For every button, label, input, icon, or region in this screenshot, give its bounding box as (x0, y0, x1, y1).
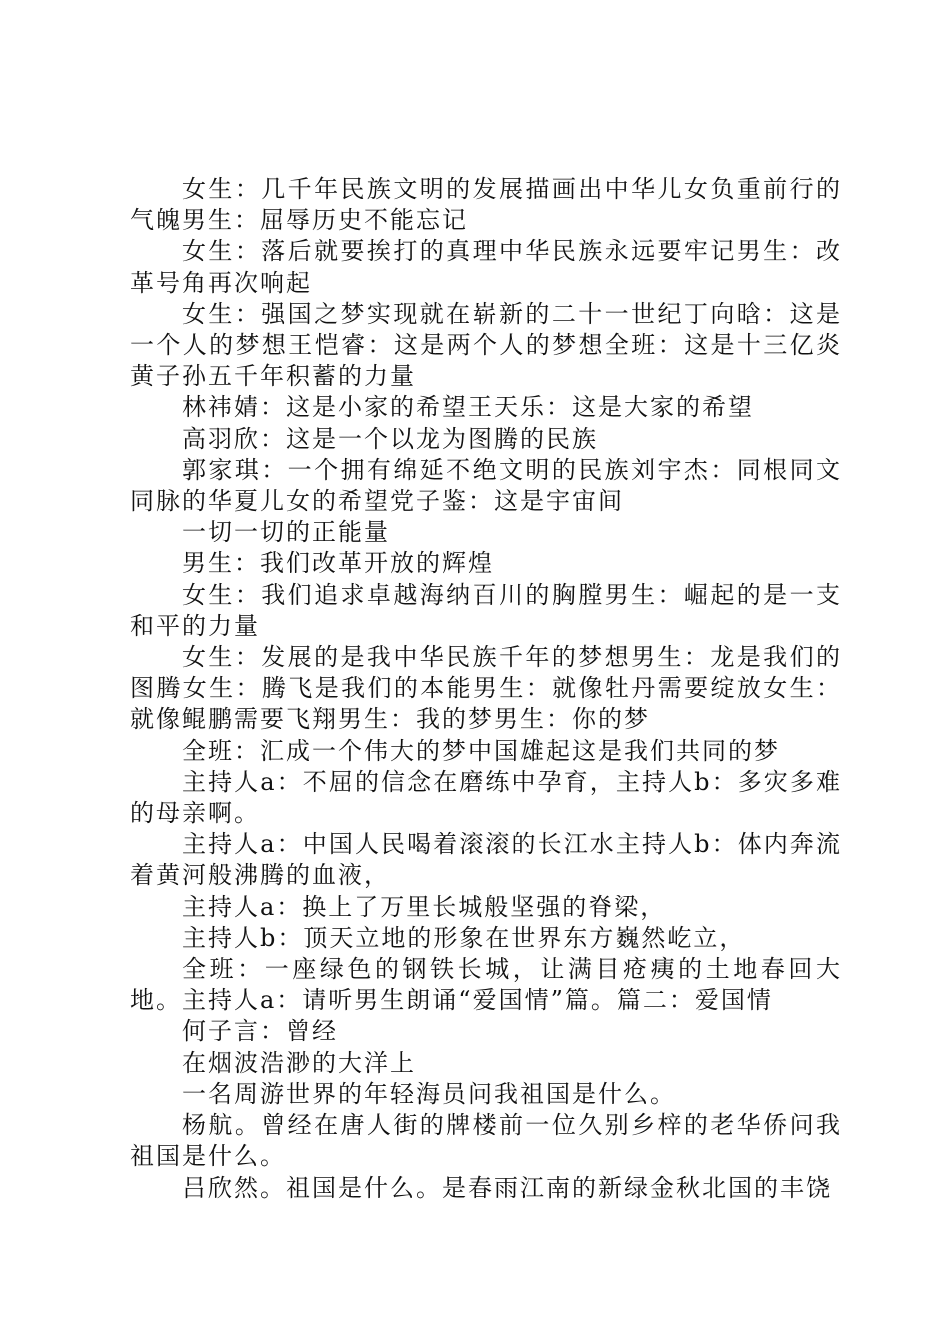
paragraph: 女生：发展的是我中华民族千年的梦想男生：龙是我们的图腾女生：腾飞是我们的本能男生：就像牡丹需要绽放女生：就像鲲鹏需要飞翔男生：我的梦男生：你的梦 (130, 643, 842, 734)
paragraph: 高羽欣：这是一个以龙为图腾的民族 (182, 424, 598, 453)
paragraph: 一切一切的正能量 (182, 518, 390, 547)
paragraph: 主持人a：不屈的信念在磨练中孕育，主持人b：多灾多难的母亲啊。 (130, 767, 842, 828)
paragraph: 主持人a：换上了万里长城般坚强的脊梁， (182, 892, 667, 921)
paragraph: 主持人a：中国人民喝着滚滚的长江水主持人b：体内奔流着黄河般沸腾的血液， (130, 830, 842, 890)
paragraph: 女生：强国之梦实现就在崭新的二十一世纪丁向晗：这是一个人的梦想王恺睿：这是两个人的梦想全班：这是十三亿炎黄子孙五千年积蓄的力量 (130, 299, 842, 391)
paragraph: 在烟波浩渺的大洋上 (182, 1048, 416, 1077)
paragraph: 吕欣然。祖国是什么。是春雨江南的新绿金秋北国的丰饶 (182, 1173, 832, 1202)
paragraph: 林祎婧：这是小家的希望王天乐：这是大家的希望 (182, 393, 754, 422)
paragraph: 全班：一座绿色的钢铁长城，让满目疮痍的土地春回大地。主持人a：请听男生朗诵“爱国情”篇。篇二：爱国情 (130, 955, 842, 1015)
paragraph: 女生：落后就要挨打的真理中华民族永远要牢记男生：改革号角再次响起 (130, 237, 842, 297)
paragraph: 郭家琪：一个拥有绵延不绝文明的民族刘宇杰：同根同文同脉的华夏儿女的希望党子鉴：这是宇宙间 (130, 455, 842, 516)
paragraph: 一名周游世界的年轻海员问我祖国是什么。 (182, 1079, 676, 1108)
paragraph: 女生：我们追求卓越海纳百川的胸膛男生：崛起的是一支和平的力量 (130, 580, 842, 640)
paragraph: 主持人b：顶天立地的形象在世界东方巍然屹立， (182, 923, 746, 952)
paragraph: 全班：汇成一个伟大的梦中国雄起这是我们共同的梦 (182, 736, 780, 765)
paragraph: 女生：几千年民族文明的发展描画出中华儿女负重前行的气魄男生：屈辱历史不能忘记 (130, 175, 842, 235)
paragraph: 男生：我们改革开放的辉煌 (182, 549, 494, 578)
document-body (130, 174, 842, 1204)
paragraph: 何子言：曾经 (182, 1017, 338, 1046)
paragraph: 杨航。曾经在唐人街的牌楼前一位久别乡梓的老华侨问我祖国是什么。 (130, 1111, 842, 1171)
